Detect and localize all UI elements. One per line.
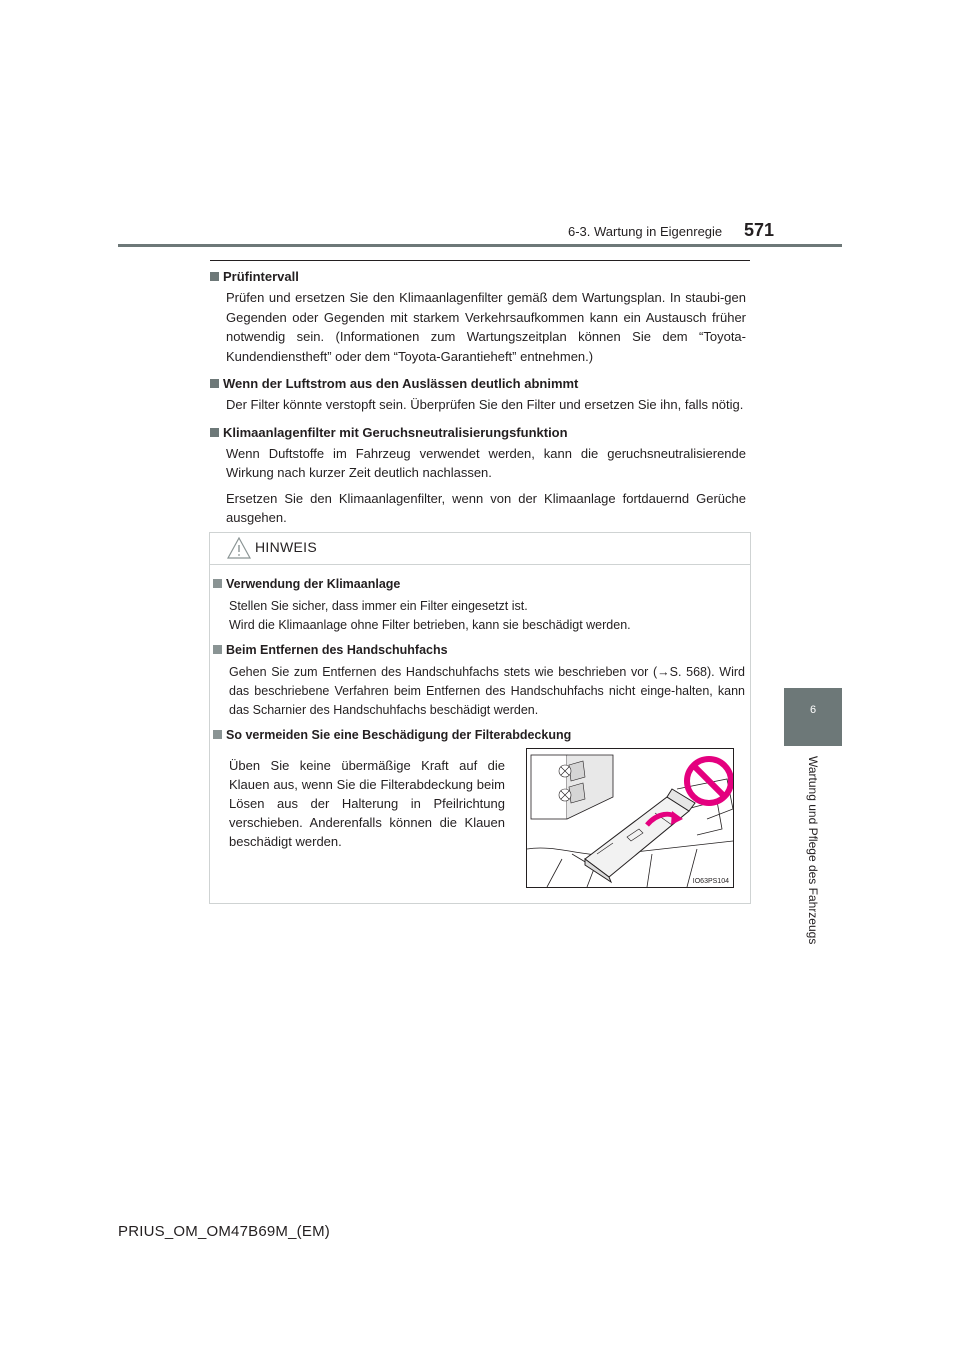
notice-line: Gehen Sie zum Entfernen des Handschuhfachs stets wie beschrieben vor (→S. 568). Wird das beschriebene Verfahren beim Entfernen des Handschuhfachs nicht einge-halten, kann das Scharnier des Handschuhfachs beschädigt werden.	[229, 665, 745, 717]
warning-triangle-icon	[227, 537, 251, 559]
header-rule	[118, 244, 842, 247]
notice-heading-text: So vermeiden Sie eine Beschädigung der Filterabdeckung	[226, 728, 572, 742]
square-bullet-icon	[210, 428, 219, 437]
section-paragraph: Ersetzen Sie den Klimaanlagenfilter, wenn von der Klimaanlage fortdauernd Gerüche ausgehen.	[226, 490, 746, 525]
chapter-tab	[784, 688, 842, 746]
section-paragraph: Prüfen und ersetzen Sie den Klimaanlagenfilter gemäß dem Wartungsplan. In staubi-gen Gegenden oder Gegenden mit starkem Verkehrsaufkommen kann ein Austausch früher notwendig sein. (Informationen zum Wartungszeitplan können Sie dem “Toyota-Kundendienstheft” oder dem “Toyota-Garantieheft” entnehmen.)	[226, 290, 746, 364]
notice-body	[213, 575, 745, 744]
chapter-number: 6	[809, 704, 817, 716]
illustration-code: IO63PS104	[692, 878, 729, 885]
notice-heading-text: Beim Entfernen des Handschuhfachs	[226, 643, 448, 657]
glovebox-filter-drawing	[527, 749, 733, 887]
notice-line: Wird die Klimaanlage ohne Filter betrieben, kann sie beschädigt werden.	[229, 618, 631, 632]
main-content	[210, 268, 746, 528]
notice-box	[209, 532, 751, 904]
section-heading	[210, 375, 746, 393]
square-bullet-icon	[213, 730, 222, 739]
section-heading	[210, 424, 746, 442]
square-bullet-icon	[213, 579, 222, 588]
notice-line: Stellen Sie sicher, dass immer ein Filter eingesetzt ist.	[229, 599, 528, 613]
notice-heading	[213, 641, 745, 659]
notice-header	[210, 533, 750, 565]
square-bullet-icon	[210, 272, 219, 281]
filter-cover-illustration	[526, 748, 734, 888]
section-paragraph: Wenn Duftstoffe im Fahrzeug verwendet werden, kann die geruchsneutralisierende Wirkung nach kurzer Zeit deutlich nachlassen.	[226, 445, 746, 480]
chapter-title: Wartung und Pflege des Fahrzeugs	[806, 756, 820, 945]
notice-title: HINWEIS	[255, 539, 317, 555]
page-number: 571	[744, 220, 775, 240]
square-bullet-icon	[213, 645, 222, 654]
notice-warning-paragraph: Üben Sie keine übermäßige Kraft auf die Klauen aus, wenn Sie die Filterabdeckung beim Lösen aus der Halterung in Pfeilrichtung verschieben. Anderenfalls können die Klauen beschädigt werden.	[229, 758, 505, 849]
section-heading	[210, 268, 746, 286]
notice-heading-text: Verwendung der Klimaanlage	[226, 577, 401, 591]
content-top-rule	[210, 260, 750, 261]
footer-doc-id: PRIUS_OM_OM47B69M_(EM)	[118, 1223, 330, 1240]
notice-heading	[213, 575, 745, 593]
section-heading-text: Klimaanlagenfilter mit Geruchsneutralisierungsfunktion	[223, 424, 568, 440]
section-heading-text: Prüfintervall	[223, 269, 299, 284]
section-heading-text: Wenn der Luftstrom aus den Auslässen deutlich abnimmt	[223, 376, 579, 391]
header-section-title: 6-3. Wartung in Eigenregie	[568, 224, 723, 239]
square-bullet-icon	[210, 379, 219, 388]
section-paragraph: Der Filter könnte verstopft sein. Überprüfen Sie den Filter und ersetzen Sie ihn, falls nötig.	[226, 397, 744, 412]
notice-heading	[213, 726, 745, 744]
